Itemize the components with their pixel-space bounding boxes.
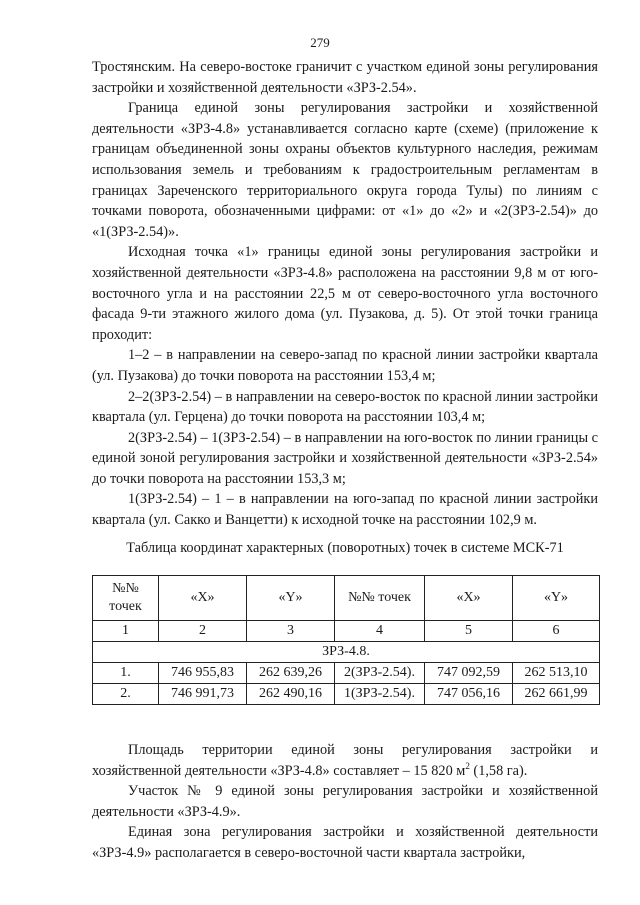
column-number: 1: [93, 621, 159, 642]
table-caption: Таблица координат характерных (поворотных) точек в системе МСК-71: [126, 540, 564, 556]
paragraph-area: [92, 740, 598, 781]
coordinates-table: [92, 575, 600, 705]
header-point-number-2: №№ точек: [335, 576, 425, 621]
paragraph-plot-heading: Участок № 9 единой зоны регулирования застройки и хозяйственной деятельности «ЗРЗ-4.9».: [92, 783, 598, 820]
column-number-row: [93, 621, 600, 642]
group-label: ЗРЗ-4.8.: [93, 642, 600, 663]
table-cell: 747 092,59: [425, 663, 513, 684]
header-point-number: №№ точек: [93, 576, 159, 621]
area-text: Площадь территории единой зоны регулирования застройки и хозяйственной деятельности «ЗРЗ-4.8» составляет – 15 820 м: [92, 742, 598, 779]
paragraph-segment-4: 1(ЗРЗ-2.54) – 1 – в направлении на юго-запад по красной линии застройки квартала (ул. Сакко и Ванцетти) к исходной точке на расстоянии 102,9 м.: [92, 491, 598, 529]
paragraph-continuation: Тростянским. На северо-востоке граничит с участком единой зоны регулирования застройки и хозяйственной деятельности «ЗРЗ-2.54».: [92, 59, 598, 96]
column-number: 3: [247, 621, 335, 642]
table-cell: 262 490,16: [247, 684, 335, 705]
header-x: «X»: [159, 576, 247, 621]
page-number: 279: [310, 35, 330, 50]
paragraph-last: Единая зона регулирования застройки и хозяйственной деятельности «ЗРЗ-4.9» располагается в северо-восточной части квартала застройки,: [92, 824, 598, 861]
header-y-2: «Y»: [513, 576, 600, 621]
paragraph-segment-1: 1–2 – в направлении на северо-запад по красной линии застройки квартала (ул. Пузакова) до точки поворота на расстоянии 153,4 м;: [92, 347, 598, 384]
paragraph-segment-2: 2–2(ЗРЗ-2.54) – в направлении на северо-восток по красной линии застройки квартала (ул. Герцена) до точки поворота на расстоянии 103,4 м;: [92, 388, 598, 426]
table-cell: 2.: [93, 684, 159, 705]
table-cell: 746 991,73: [159, 684, 247, 705]
column-number: 5: [425, 621, 513, 642]
table-cell: 1.: [93, 663, 159, 684]
header-y: «Y»: [247, 576, 335, 621]
column-number: 6: [513, 621, 600, 642]
main-text: [92, 57, 598, 531]
table-header-row: [93, 576, 600, 621]
table-cell: 262 639,26: [247, 663, 335, 684]
table-cell: 262 513,10: [513, 663, 600, 684]
paragraph-boundary-definition: Граница единой зоны регулирования застройки и хозяйственной деятельности «ЗРЗ-4.8» устанавливается согласно карте (схеме) (приложение к границам объединенной зоны охраны объектов культурного наследия, режимам использования земель и требованиям к градостроительным регламентам в границах Зареченского территориального округа города Тулы) по линиям с точками поворота, обозначенными цифрами: от «1» до «2» и «2(ЗРЗ-2.54)» до «1(ЗРЗ-2.54)».: [92, 100, 598, 240]
table-cell: 2(ЗРЗ-2.54).: [335, 663, 425, 684]
table-cell: 747 056,16: [425, 684, 513, 705]
table-row: [93, 663, 600, 684]
paragraph-origin-point: Исходная точка «1» границы единой зоны регулирования застройки и хозяйственной деятельности «ЗРЗ-4.8» расположена на расстоянии 9,8 м от юго-восточного угла и на расстоянии 22,5 м от северо-восточного угла восточного фасада 9-ти этажного жилого дома (ул. Пузакова, д. 5). От этой точки граница проходит:: [92, 244, 598, 343]
table-cell: 262 661,99: [513, 684, 600, 705]
table-cell: 746 955,83: [159, 663, 247, 684]
area-text-end: (1,58 га).: [469, 762, 528, 779]
group-row: [93, 642, 600, 663]
area-unit-superscript: 2: [465, 760, 470, 771]
column-number: 2: [159, 621, 247, 642]
table-row: [93, 684, 600, 705]
column-number: 4: [335, 621, 425, 642]
header-x-2: «X»: [425, 576, 513, 621]
table-cell: 1(ЗРЗ-2.54).: [335, 684, 425, 705]
paragraph-segment-3: 2(ЗРЗ-2.54) – 1(ЗРЗ-2.54) – в направлении на юго-восток по линии границы с единой зоной регулирования застройки и хозяйственной деятельности «ЗРЗ-2.54» до точки поворота на расстоянии 153,3 м;: [92, 429, 598, 487]
text-after-table: [92, 740, 598, 864]
